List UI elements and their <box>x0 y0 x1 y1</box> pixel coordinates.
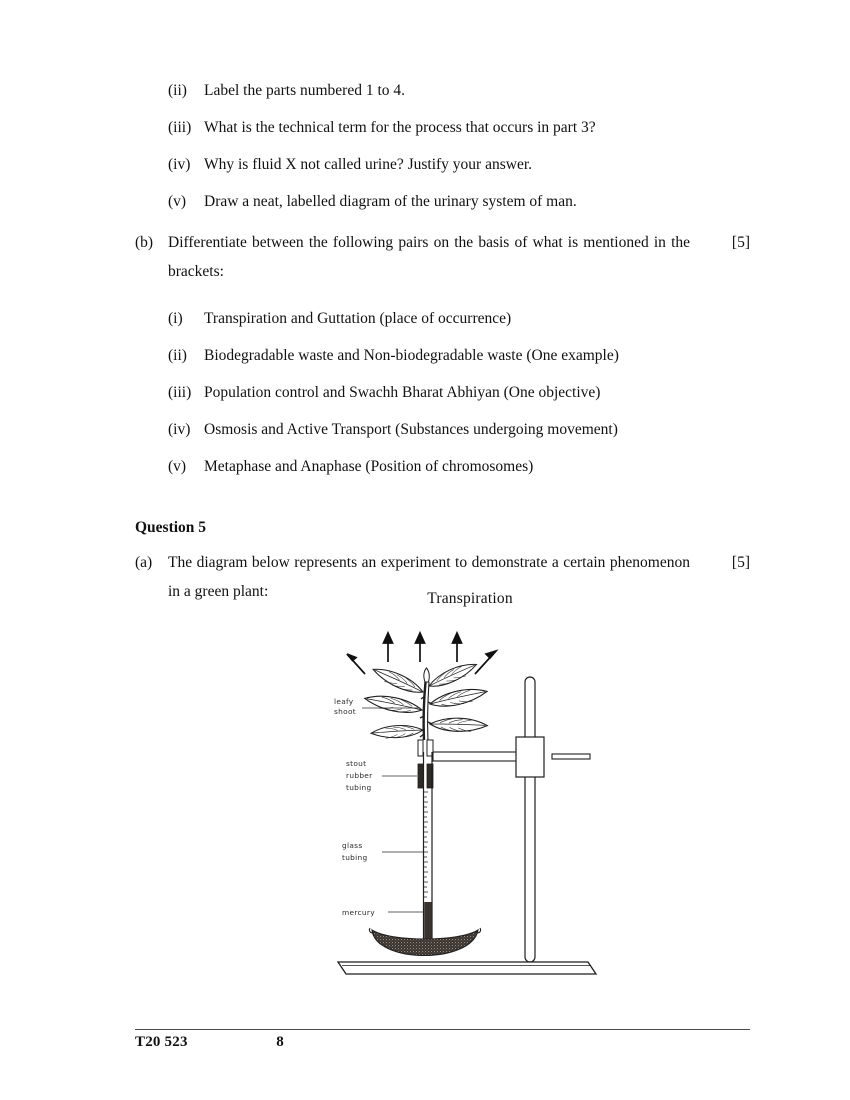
mercury-column <box>424 902 432 944</box>
arrow-up-3 <box>453 633 462 662</box>
graduation-marks <box>424 792 428 897</box>
list-text: Metaphase and Anaphase (Position of chromosomes) <box>204 458 534 475</box>
label-leafy-shoot-line2: shoot <box>334 707 356 716</box>
question4-part-b-list <box>168 304 750 481</box>
page-content <box>135 76 750 624</box>
figure-title: Transpiration <box>427 590 513 607</box>
list-text: Biodegradable waste and Non-biodegradable waste (One example) <box>204 347 619 364</box>
part-marker: (b) <box>135 234 154 251</box>
list-text: Why is fluid X not called urine? Justify your answer. <box>204 156 533 173</box>
list-numeral: (i) <box>168 310 183 327</box>
list-numeral: (ii) <box>168 347 187 364</box>
stand-base-plate <box>338 962 596 974</box>
list-text: Transpiration and Guttation (place of occurrence) <box>204 310 512 327</box>
list-item <box>168 113 750 142</box>
list-item <box>168 76 750 105</box>
paper-code: T20 523 <box>135 1034 188 1050</box>
page-number: 8 <box>276 1034 284 1050</box>
arrow-up-left <box>347 654 365 674</box>
marks-badge: [5] <box>731 234 750 251</box>
question-5-heading: Question 5 <box>135 519 207 536</box>
label-rubber-line3: tubing <box>346 783 372 792</box>
list-text: Population control and Swachh Bharat Abhiyan (One objective) <box>204 384 601 401</box>
arrow-up-right <box>475 651 496 674</box>
stand-rod <box>525 677 535 962</box>
stout-rubber-tubing-left <box>418 764 424 788</box>
list-text: Label the parts numbered 1 to 4. <box>204 82 406 99</box>
boss-head-clamp <box>516 737 544 777</box>
arrow-up-1 <box>384 633 393 662</box>
list-numeral: (iv) <box>168 156 191 173</box>
list-numeral: (ii) <box>168 82 187 99</box>
label-rubber-line1: stout <box>346 759 367 768</box>
label-rubber-line2: rubber <box>346 771 373 780</box>
question4-roman-list <box>168 76 750 216</box>
list-item <box>168 187 750 216</box>
list-item <box>168 415 750 444</box>
potometer-assembly <box>418 740 433 944</box>
transpiration-diagram-svg <box>320 612 620 992</box>
list-item <box>168 378 750 407</box>
marks-badge: [5] <box>731 554 750 571</box>
footer-divider <box>135 1029 750 1030</box>
leafy-shoot-plant <box>364 661 489 742</box>
list-text: What is the technical term for the process that occurs in part 3? <box>204 119 596 136</box>
list-item <box>168 341 750 370</box>
list-numeral: (iii) <box>168 119 192 136</box>
question4-part-b <box>135 228 750 286</box>
arrow-up-2 <box>416 633 425 662</box>
part-marker: (a) <box>135 554 153 571</box>
list-numeral: (v) <box>168 193 187 210</box>
part-a-text: The diagram below represents an experiment to demonstrate a certain phenomenon in a green plant: <box>168 554 690 600</box>
list-item <box>168 304 750 333</box>
list-text: Osmosis and Active Transport (Substances undergoing movement) <box>204 421 618 438</box>
label-leafy-shoot-line1: leafy <box>334 697 354 706</box>
list-numeral: (iv) <box>168 421 191 438</box>
clamp-arm <box>433 752 590 761</box>
list-numeral: (v) <box>168 458 187 475</box>
part-b-text: Differentiate between the following pairs on the basis of what is mentioned in the brackets: <box>168 234 690 280</box>
label-mercury: mercury <box>342 908 375 917</box>
label-glass-line2: tubing <box>342 853 368 862</box>
list-numeral: (iii) <box>168 384 192 401</box>
list-item <box>168 452 750 481</box>
label-glass-line1: glass <box>342 841 363 850</box>
transpiration-experiment-figure <box>320 590 620 990</box>
list-text: Draw a neat, labelled diagram of the urinary system of man. <box>204 193 577 210</box>
list-item <box>168 150 750 179</box>
